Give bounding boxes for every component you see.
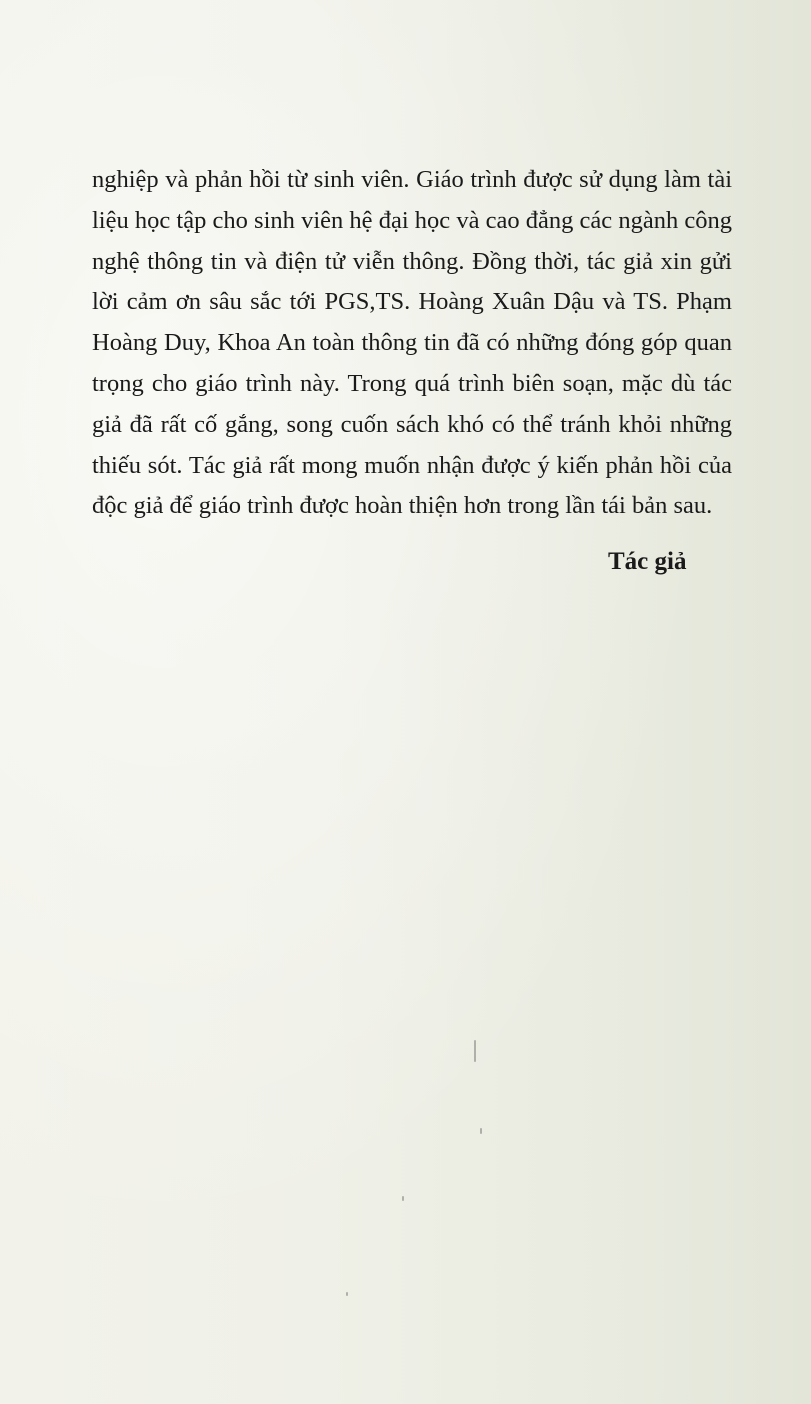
scan-speck: [402, 1196, 404, 1201]
scan-speck: [474, 1040, 476, 1062]
scan-speck: [346, 1292, 348, 1296]
body-paragraph: nghiệp và phản hồi từ sinh viên. Giáo trình được sử dụng làm tài liệu học tập cho sinh viên hệ đại học và cao đẳng các ngành công nghệ thông tin và điện tử viễn thông. Đồng thời, tác giả xin gửi lời cảm ơn sâu sắc tới PGS,TS. Hoàng Xuân Dậu và TS. Phạm Hoàng Duy, Khoa An toàn thông tin đã có những đóng góp quan trọng cho giáo trình này. Trong quá trình biên soạn, mặc dù tác giả đã rất cố gắng, song cuốn sách khó có thể tránh khỏi những thiếu sót. Tác giả rất mong muốn nhận được ý kiến phản hồi của độc giả để giáo trình được hoàn thiện hơn trong lần tái bản sau.: [92, 166, 732, 520]
main-text-block: [92, 160, 732, 527]
author-signature: Tác giả: [608, 548, 687, 575]
scan-speck: [480, 1128, 482, 1134]
